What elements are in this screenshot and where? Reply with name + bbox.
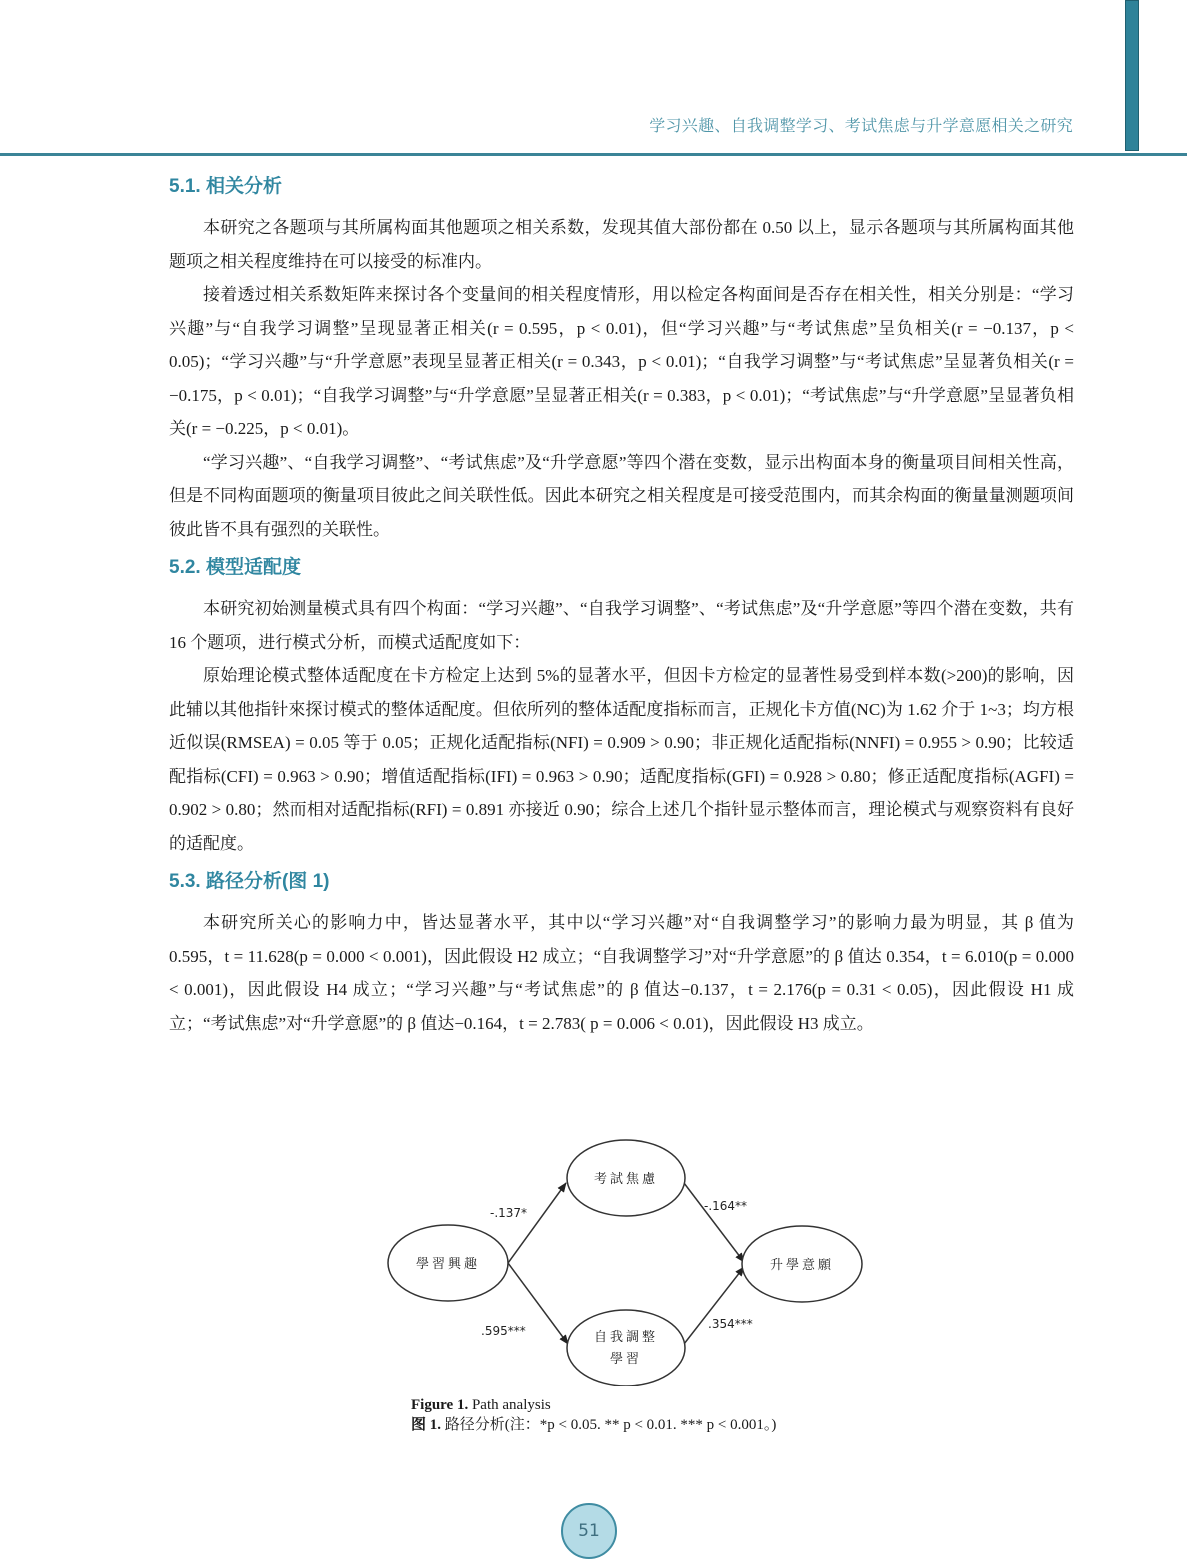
caption-en-text: Path analysis bbox=[468, 1397, 551, 1413]
main-content bbox=[169, 171, 1074, 1040]
caption-zh-text: 路径分析(注：*p < 0.05. ** p < 0.01. *** p < 0.001。) bbox=[441, 1417, 777, 1433]
paragraph: “学习兴趣”、“自我学习调整”、“考试焦虑”及“升学意愿”等四个潜在变数，显示出构面本身的衡量项目间相关性高，但是不同构面题项的衡量项目彼此之间关联性低。因此本研究之相关程度是可接受范围内，而其余构面的衡量量测题项间彼此皆不具有强烈的关联性。 bbox=[169, 452, 1074, 539]
coef-srl-intention: .354*** bbox=[708, 1317, 753, 1331]
paragraph: 本研究之各题项与其所属构面其他题项之相关系数，发现其值大部份都在 0.50 以上，显示各题项与其所属构面其他题项之相关程度维持在可以接受的标准内。 bbox=[169, 218, 1074, 271]
caption-chinese bbox=[411, 1415, 776, 1435]
paragraph: 本研究初始测量模式具有四个构面：“学习兴趣”、“自我学习调整”、“考试焦虑”及“升学意愿”等四个潜在变数，共有 16 个题项，进行模式分析，而模式适配度如下： bbox=[169, 599, 1074, 652]
section-heading-5-2: 5.2. 模型适配度 bbox=[169, 557, 301, 578]
node-srl bbox=[567, 1310, 685, 1386]
paragraph: 原始理论模式整体适配度在卡方检定上达到 5%的显著水平，但因卡方检定的显著性易受到样本数(>200)的影响，因此辅以其他指针來探讨模式的整体适配度。但依所列的整体适配度指标而言，正规化卡方值(NC)为 1.62 介于 1~3；均方根近似误(RMSEA) = 0.05 等于 0.05；正规化适配指标(NFI) = 0.909 > 0.90；非正规化适配指标(NNFI) = 0.955 > 0.90；比较适配指标(CFI) = 0.963 > 0.90；增值适配指标(IFI) = 0.963 > 0.90；适配度指标(GFI) = 0.928 > 0.80；修正适配度指标(AGFI) = 0.902 > 0.80；然而相对适配指标(RFI) = 0.891 亦接近 0.90；综合上述几个指针显示整体而言，理论模式与观察资料有良好的适配度。 bbox=[169, 666, 1074, 853]
node-label-srl-line2: 學習 bbox=[609, 1352, 643, 1367]
figure-caption bbox=[411, 1395, 776, 1435]
section-heading-5-1: 5.1. 相关分析 bbox=[169, 176, 282, 197]
coef-interest-srl: .595*** bbox=[481, 1324, 526, 1338]
coef-interest-anxiety: -.137* bbox=[490, 1206, 528, 1220]
path-analysis-figure bbox=[386, 1138, 866, 1386]
page-number: 51 bbox=[578, 1521, 600, 1541]
running-title: 学习兴趣、自我调整学习、考试焦虑与升学意愿相关之研究 bbox=[649, 118, 1073, 135]
paragraph: 接着透过相关系数矩阵来探讨各个变量间的相关程度情形，用以检定各构面间是否存在相关性，相关分别是：“学习兴趣”与“自我学习调整”呈现显著正相关(r = 0.595，p < 0.01)，但“学习兴趣”与“考试焦虑”呈负相关(r = −0.137，p < 0.05)；“学习兴趣”与“升学意愿”表现呈显著正相关(r = 0.343，p < 0.01)；“自我学习调整”与“考试焦虑”呈显著负相关(r = −0.175，p < 0.01)；“自我学习调整”与“升学意愿”呈显著正相关(r = 0.383，p < 0.01)；“考试焦虑”与“升学意愿”呈显著负相关(r = −0.225，p < 0.01)。 bbox=[169, 285, 1074, 438]
header-rule bbox=[0, 153, 1187, 156]
caption-en-label: Figure 1. bbox=[411, 1397, 469, 1413]
coef-anxiety-intention: -.164** bbox=[704, 1199, 748, 1213]
path-diagram bbox=[386, 1138, 866, 1386]
edge-interest-to-anxiety bbox=[508, 1183, 566, 1263]
node-label-anxiety: 考試焦慮 bbox=[593, 1172, 659, 1187]
node-label-intention: 升學意願 bbox=[769, 1258, 835, 1273]
page-number-badge bbox=[561, 1503, 617, 1559]
node-label-srl-line1: 自我調整 bbox=[593, 1330, 659, 1345]
edge-srl-to-intention bbox=[684, 1267, 744, 1344]
decorative-side-bar bbox=[1125, 0, 1139, 151]
caption-zh-label: 图 1. bbox=[411, 1417, 442, 1433]
node-label-interest: 學習興趣 bbox=[415, 1257, 481, 1272]
section-heading-5-3: 5.3. 路径分析(图 1) bbox=[169, 871, 330, 892]
caption-english bbox=[411, 1395, 776, 1415]
paragraph: 本研究所关心的影响力中，皆达显著水平，其中以“学习兴趣”对“自我调整学习”的影响力最为明显，其 β 值为 0.595，t = 11.628(p = 0.000 < 0.001)，因此假设 H2 成立；“自我调整学习”对“升学意愿”的 β 值达 0.354，t = 6.010(p = 0.000 < 0.001)，因此假设 H4 成立；“学习兴趣”与“考试焦虑”的 β 值达−0.137，t = 2.176(p = 0.31 < 0.05)，因此假设 H1 成立；“考试焦虑”对“升学意愿”的 β 值达−0.164，t = 2.783( p = 0.006 < 0.01)，因此假设 H3 成立。 bbox=[169, 913, 1074, 1033]
edge-anxiety-to-intention bbox=[684, 1183, 744, 1262]
